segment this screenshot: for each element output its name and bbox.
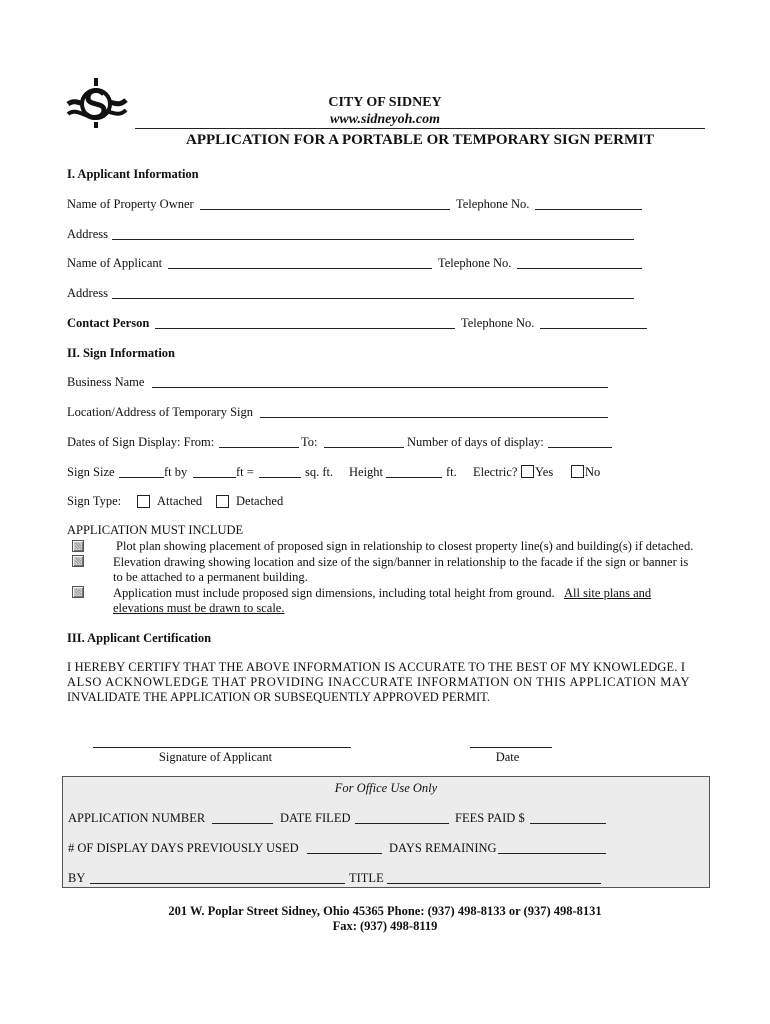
title-label: TITLE	[349, 871, 384, 885]
area-field[interactable]	[259, 477, 301, 478]
height-field[interactable]	[386, 477, 442, 478]
footer-address: 201 W. Poplar Street Sidney, Ohio 45365 Phone: (937) 498-8133 or (937) 498-8131	[168, 904, 602, 918]
contact-telephone-field[interactable]	[540, 328, 647, 329]
electric-yes-label: Yes	[535, 465, 554, 479]
applicant-field[interactable]	[168, 268, 432, 269]
certification-line2: ALSO ACKNOWLEDGE THAT PROVIDING INACCURATE INFORMATION ON THIS APPLICATION MAY	[67, 675, 691, 689]
address-label-1: Address	[67, 227, 108, 241]
contact-field[interactable]	[155, 328, 455, 329]
business-label: Business Name	[67, 375, 145, 389]
date-filed-label: DATE FILED	[280, 811, 351, 825]
electric-no-label: No	[585, 465, 601, 479]
location-field[interactable]	[260, 417, 608, 418]
contact-telephone-label: Telephone No.	[461, 316, 535, 330]
owner-label: Name of Property Owner	[67, 197, 194, 211]
footer-fax: Fax: (937) 498-8119	[332, 919, 438, 933]
electric-no-checkbox[interactable]	[571, 465, 584, 478]
electric-label: Electric?	[473, 465, 518, 479]
length-field[interactable]	[193, 477, 236, 478]
requirement-2-line2: to be attached to a permanent building.	[113, 570, 308, 584]
contact-label: Contact Person	[67, 316, 150, 330]
type-label: Sign Type:	[67, 494, 122, 508]
section3-heading: III. Applicant Certification	[67, 631, 212, 645]
size-label: Sign Size	[67, 465, 115, 479]
dates-from-label: Dates of Sign Display: From:	[67, 435, 215, 449]
office-use-heading: For Office Use Only	[334, 781, 438, 795]
address-field-1[interactable]	[112, 239, 634, 240]
days-label: Number of days of display:	[407, 435, 544, 449]
signature-label: Signature of Applicant	[158, 750, 273, 764]
fees-field[interactable]	[530, 823, 606, 824]
signature-line[interactable]	[93, 747, 351, 748]
address-field-2[interactable]	[112, 298, 634, 299]
detached-checkbox[interactable]	[216, 495, 229, 508]
height-label: Height	[349, 465, 384, 479]
form-title: APPLICATION FOR A PORTABLE OR TEMPORARY SIGN PERMIT	[185, 132, 654, 148]
detached-label: Detached	[236, 494, 284, 508]
prev-days-field[interactable]	[307, 853, 382, 854]
owner-field[interactable]	[200, 209, 450, 210]
by-field[interactable]	[90, 883, 345, 884]
dates-to-label: To:	[301, 435, 318, 449]
section2-heading: II. Sign Information	[67, 346, 176, 360]
dates-to-field[interactable]	[324, 447, 404, 448]
requirement-3-underlined-1: All site plans and	[564, 586, 652, 600]
width-field[interactable]	[119, 477, 164, 478]
requirement-3-line1: Application must include proposed sign dimensions, including total height from ground.	[113, 586, 555, 600]
applicant-telephone-label: Telephone No.	[438, 256, 512, 270]
business-field[interactable]	[152, 387, 608, 388]
attached-label: Attached	[157, 494, 203, 508]
sqft-label: sq. ft.	[305, 465, 334, 479]
address-label-2: Address	[67, 286, 108, 300]
title-field[interactable]	[387, 883, 601, 884]
owner-telephone-field[interactable]	[535, 209, 642, 210]
requirement-3-underlined-2: elevations must be drawn to scale.	[113, 601, 285, 615]
requirement-checkbox-1[interactable]	[72, 540, 84, 552]
city-logo	[64, 74, 128, 130]
app-number-label: APPLICATION NUMBER	[68, 811, 206, 825]
by-label: BY	[68, 871, 86, 885]
app-number-field[interactable]	[212, 823, 273, 824]
applicant-telephone-field[interactable]	[517, 268, 642, 269]
requirement-checkbox-3[interactable]	[72, 586, 84, 598]
date-filed-field[interactable]	[355, 823, 449, 824]
website[interactable]: www.sidneyoh.com	[330, 112, 440, 127]
requirement-checkbox-2[interactable]	[72, 555, 84, 567]
applicant-label: Name of Applicant	[67, 256, 163, 270]
location-label: Location/Address of Temporary Sign	[67, 405, 254, 419]
requirement-1: Plot plan showing placement of proposed sign in relationship to closest property line(s) and building(s) if detached.	[116, 539, 694, 553]
dates-from-field[interactable]	[219, 447, 299, 448]
date-label: Date	[495, 750, 520, 764]
fees-label: FEES PAID $	[455, 811, 525, 825]
days-remaining-field[interactable]	[498, 853, 606, 854]
prev-days-label: # OF DISPLAY DAYS PREVIOUSLY USED	[68, 841, 299, 855]
height-ft-label: ft.	[446, 465, 457, 479]
certification-line1: I HEREBY CERTIFY THAT THE ABOVE INFORMATION IS ACCURATE TO THE BEST OF MY KNOWLEDGE. I	[67, 660, 686, 674]
certification-line3: INVALIDATE THE APPLICATION OR SUBSEQUENTLY APPROVED PERMIT.	[67, 690, 490, 704]
electric-yes-checkbox[interactable]	[521, 465, 534, 478]
requirements-heading: APPLICATION MUST INCLUDE	[67, 523, 244, 537]
attached-checkbox[interactable]	[137, 495, 150, 508]
header-rule	[135, 128, 705, 129]
ft-by-label: ft by	[164, 465, 188, 479]
section1-heading: I. Applicant Information	[67, 167, 199, 181]
owner-telephone-label: Telephone No.	[456, 197, 530, 211]
days-remaining-label: DAYS REMAINING	[389, 841, 497, 855]
date-line[interactable]	[470, 747, 552, 748]
requirement-2-line1: Elevation drawing showing location and size of the sign/banner in relationship to the facade if the sign or banner is	[113, 555, 689, 569]
days-field[interactable]	[548, 447, 612, 448]
ft-eq-label: ft =	[236, 465, 254, 479]
city-name: CITY OF SIDNEY	[328, 95, 442, 110]
